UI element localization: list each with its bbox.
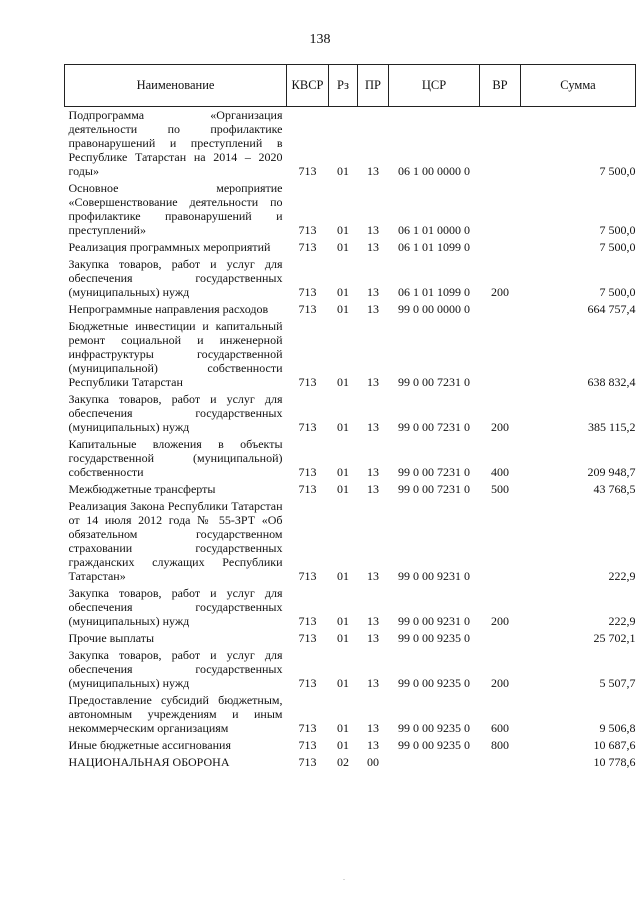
- row-rz: 01: [337, 631, 349, 645]
- row-pr: 13: [367, 375, 379, 389]
- table-row: [65, 180, 636, 239]
- row-sum: 7 500,0: [599, 223, 636, 237]
- row-rz: 01: [337, 569, 349, 583]
- row-csr: 99 0 00 9235 0: [398, 676, 470, 690]
- row-sum: 25 702,1: [593, 631, 636, 645]
- header-pr: ПР: [358, 65, 389, 107]
- row-sum: 222,9: [608, 614, 636, 628]
- row-rz: 02: [337, 755, 349, 769]
- row-vr: 200: [491, 285, 509, 299]
- row-kvsr: 713: [298, 302, 317, 316]
- row-name: Закупка товаров, работ и услуг для обеспечения государственных (муниципальных) нужд: [68, 648, 283, 690]
- row-name: Капитальные вложения в объекты государственной (муниципальной) собственности: [68, 437, 283, 479]
- row-pr: 13: [367, 240, 379, 254]
- row-kvsr: 713: [298, 738, 317, 752]
- row-kvsr: 713: [298, 569, 317, 583]
- row-sum: 385 115,2: [587, 420, 636, 434]
- row-csr: 99 0 00 0000 0: [398, 302, 470, 316]
- row-csr: 99 0 00 7231 0: [398, 375, 470, 389]
- row-kvsr: 713: [298, 721, 317, 735]
- table-body: [65, 107, 636, 772]
- row-pr: 13: [367, 285, 379, 299]
- row-rz: 01: [337, 302, 349, 316]
- table-row: [65, 107, 636, 181]
- row-kvsr: 713: [298, 482, 317, 496]
- row-name: Реализация программных мероприятий: [68, 240, 271, 254]
- row-sum: 10 687,6: [593, 738, 636, 752]
- table-row: [65, 630, 636, 647]
- row-vr: 200: [491, 614, 509, 628]
- row-name: Подпрограмма «Организация деятельности по профилактике правонарушений и преступлений в Республике Татарстан на 2014 – 2020 годы»: [68, 108, 283, 178]
- header-vr: ВР: [480, 65, 521, 107]
- row-name: Прочие выплаты: [68, 631, 155, 645]
- table-row: [65, 436, 636, 481]
- row-kvsr: 713: [298, 420, 317, 434]
- table-row: [65, 256, 636, 301]
- row-vr: [480, 107, 521, 181]
- row-sum: 43 768,5: [593, 482, 636, 496]
- row-pr: 13: [367, 614, 379, 628]
- row-vr: [480, 318, 521, 391]
- row-pr: 13: [367, 738, 379, 752]
- row-rz: 01: [337, 375, 349, 389]
- row-rz: 01: [337, 164, 349, 178]
- row-name: Закупка товаров, работ и услуг для обеспечения государственных (муниципальных) нужд: [68, 257, 283, 299]
- header-kvsr: КВСР: [287, 65, 329, 107]
- row-kvsr: 713: [298, 614, 317, 628]
- row-sum: 222,9: [608, 569, 636, 583]
- row-pr: 13: [367, 721, 379, 735]
- row-rz: 01: [337, 738, 349, 752]
- row-name: Основное мероприятие «Совершенствование деятельности по профилактике правонарушений и преступлений»: [68, 181, 283, 237]
- row-pr: 13: [367, 676, 379, 690]
- row-vr: 500: [491, 482, 509, 496]
- row-vr: 400: [491, 465, 509, 479]
- header-name: Наименование: [65, 65, 287, 107]
- budget-table: [64, 64, 636, 771]
- row-vr: [480, 754, 521, 771]
- row-csr: 06 1 00 0000 0: [398, 164, 470, 178]
- row-sum: 7 500,0: [599, 285, 636, 299]
- row-rz: 01: [337, 240, 349, 254]
- row-csr: 99 0 00 7231 0: [398, 420, 470, 434]
- row-sum: 7 500,0: [599, 164, 636, 178]
- table-row: [65, 647, 636, 692]
- table-header: [65, 65, 636, 107]
- row-pr: 13: [367, 631, 379, 645]
- row-name: Непрограммные направления расходов: [68, 302, 269, 316]
- row-name: Реализация Закона Республики Татарстан от 14 июля 2012 года № 55-ЗРТ «Об обязательном государственном страховании государственных гражданских служащих Республики Татарстан»: [68, 499, 283, 583]
- table-row: [65, 692, 636, 737]
- row-csr: [389, 754, 480, 771]
- row-kvsr: 713: [298, 223, 317, 237]
- row-csr: 99 0 00 9235 0: [398, 721, 470, 735]
- row-vr: 200: [491, 420, 509, 434]
- table-row: [65, 585, 636, 630]
- row-vr: 200: [491, 676, 509, 690]
- row-pr: 13: [367, 223, 379, 237]
- table-row: [65, 301, 636, 318]
- row-kvsr: 713: [298, 375, 317, 389]
- row-vr: [480, 630, 521, 647]
- row-pr: 13: [367, 482, 379, 496]
- table-row: [65, 754, 636, 771]
- table-row: [65, 481, 636, 498]
- row-pr: 13: [367, 420, 379, 434]
- row-kvsr: 713: [298, 676, 317, 690]
- row-name: Закупка товаров, работ и услуг для обеспечения государственных (муниципальных) нужд: [68, 392, 283, 434]
- row-rz: 01: [337, 465, 349, 479]
- row-rz: 01: [337, 420, 349, 434]
- row-csr: 99 0 00 9235 0: [398, 631, 470, 645]
- row-vr: [480, 301, 521, 318]
- row-csr: 99 0 00 7231 0: [398, 465, 470, 479]
- header-rz: Рз: [329, 65, 358, 107]
- row-csr: 06 1 01 1099 0: [398, 285, 470, 299]
- table-row: [65, 498, 636, 585]
- row-kvsr: 713: [298, 164, 317, 178]
- header-csr: ЦСР: [389, 65, 480, 107]
- row-rz: 01: [337, 482, 349, 496]
- table-row: [65, 239, 636, 256]
- table-row: [65, 737, 636, 754]
- row-vr: [480, 180, 521, 239]
- row-pr: 13: [367, 465, 379, 479]
- row-rz: 01: [337, 285, 349, 299]
- row-sum: 638 832,4: [587, 375, 636, 389]
- row-sum: 10 778,6: [593, 755, 636, 769]
- row-name: Иные бюджетные ассигнования: [68, 738, 231, 752]
- row-vr: 800: [491, 738, 509, 752]
- row-rz: 01: [337, 676, 349, 690]
- row-kvsr: 713: [298, 285, 317, 299]
- row-sum: 5 507,7: [599, 676, 636, 690]
- row-name: НАЦИОНАЛЬНАЯ ОБОРОНА: [68, 755, 230, 769]
- row-kvsr: 713: [298, 240, 317, 254]
- row-pr: 13: [367, 164, 379, 178]
- row-kvsr: 713: [298, 631, 317, 645]
- row-csr: 99 0 00 9235 0: [398, 738, 470, 752]
- page-number: 138: [309, 32, 331, 47]
- row-vr: [480, 498, 521, 585]
- row-sum: 664 757,4: [587, 302, 636, 316]
- row-kvsr: 713: [298, 755, 317, 769]
- row-name: Межбюджетные трансферты: [68, 482, 216, 496]
- row-csr: 99 0 00 7231 0: [398, 482, 470, 496]
- row-rz: 01: [337, 614, 349, 628]
- row-name: Закупка товаров, работ и услуг для обеспечения государственных (муниципальных) нужд: [68, 586, 283, 628]
- row-csr: 99 0 00 9231 0: [398, 569, 470, 583]
- row-name: Бюджетные инвестиции и капитальный ремонт социальной и инженерной инфраструктуры государственной (муниципальной) собственности Республики Татарстан: [68, 319, 283, 389]
- scan-mark: .: [343, 873, 345, 882]
- row-sum: 209 948,7: [587, 465, 636, 479]
- row-vr: [480, 239, 521, 256]
- row-pr: 13: [367, 302, 379, 316]
- table-row: [65, 391, 636, 436]
- row-rz: 01: [337, 223, 349, 237]
- row-sum: 9 506,8: [599, 721, 636, 735]
- row-kvsr: 713: [298, 465, 317, 479]
- table-row: [65, 318, 636, 391]
- row-rz: 01: [337, 721, 349, 735]
- header-sum: Сумма: [521, 65, 636, 107]
- row-csr: 99 0 00 9231 0: [398, 614, 470, 628]
- row-pr: 00: [367, 755, 379, 769]
- row-vr: 600: [491, 721, 509, 735]
- row-pr: 13: [367, 569, 379, 583]
- row-csr: 06 1 01 0000 0: [398, 223, 470, 237]
- row-sum: 7 500,0: [599, 240, 636, 254]
- row-csr: 06 1 01 1099 0: [398, 240, 470, 254]
- row-name: Предоставление субсидий бюджетным, автономным учреждениям и иным некоммерческим организациям: [68, 693, 283, 735]
